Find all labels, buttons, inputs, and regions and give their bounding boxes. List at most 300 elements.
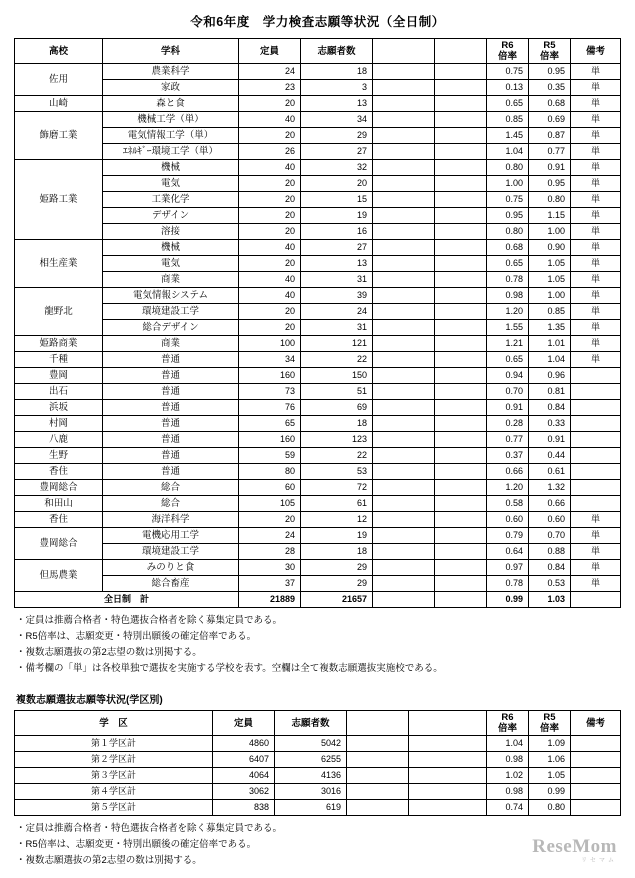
cell-note: 単 xyxy=(571,272,621,288)
header-r5-line1: R5 xyxy=(543,40,556,51)
table-row xyxy=(15,176,621,192)
cell-note: 単 xyxy=(571,144,621,160)
cell-applicants: 53 xyxy=(301,464,373,480)
header-r6-line2: 倍率 xyxy=(497,723,517,734)
cell-note xyxy=(571,384,621,400)
cell-r6-ratio: 1.21 xyxy=(487,336,529,352)
cell-applicants: 12 xyxy=(301,512,373,528)
table-row xyxy=(15,448,621,464)
cell-applicants: 13 xyxy=(301,256,373,272)
cell-note xyxy=(571,480,621,496)
header-r6-line1: R6 xyxy=(501,712,514,723)
cell-r5-ratio: 0.95 xyxy=(529,176,571,192)
cell-school: 千種 xyxy=(15,352,103,368)
cell-district: 第４学区計 xyxy=(15,784,213,800)
table-row xyxy=(15,64,621,80)
table-row xyxy=(15,80,621,96)
cell-dept: 工業化学 xyxy=(103,192,239,208)
table-row xyxy=(15,256,621,272)
cell-applicants: 27 xyxy=(301,240,373,256)
cell-blank-1 xyxy=(373,448,435,464)
table-row xyxy=(15,336,621,352)
table-total-row xyxy=(15,592,621,608)
cell-note: 単 xyxy=(571,512,621,528)
cell-blank-1 xyxy=(373,256,435,272)
cell-school: 姫路工業 xyxy=(15,160,103,240)
cell-blank-1 xyxy=(373,224,435,240)
table-row xyxy=(15,224,621,240)
cell-r6-ratio: 0.75 xyxy=(487,64,529,80)
cell-r5-ratio: 0.95 xyxy=(529,64,571,80)
cell-capacity: 100 xyxy=(239,336,301,352)
cell-r5-ratio: 0.91 xyxy=(529,432,571,448)
cell-capacity: 20 xyxy=(239,96,301,112)
cell-r6-ratio: 0.80 xyxy=(487,224,529,240)
cell-r6-ratio: 0.68 xyxy=(487,240,529,256)
cell-r6-ratio: 0.58 xyxy=(487,496,529,512)
cell-note xyxy=(571,736,621,752)
cell-total-note xyxy=(571,592,621,608)
cell-school: 浜坂 xyxy=(15,400,103,416)
cell-total-applicants: 21657 xyxy=(301,592,373,608)
cell-dept: 家政 xyxy=(103,80,239,96)
cell-r6-ratio: 0.98 xyxy=(487,752,529,768)
header-applicants: 志願者数 xyxy=(301,39,373,64)
cell-note xyxy=(571,496,621,512)
cell-school: 豊岡 xyxy=(15,368,103,384)
cell-r5-ratio: 0.66 xyxy=(529,496,571,512)
cell-capacity: 20 xyxy=(239,320,301,336)
cell-applicants: 123 xyxy=(301,432,373,448)
cell-blank-1 xyxy=(347,736,409,752)
cell-r5-ratio: 0.70 xyxy=(529,528,571,544)
table-row xyxy=(15,480,621,496)
cell-blank-2 xyxy=(435,384,487,400)
cell-blank-2 xyxy=(435,432,487,448)
cell-blank-2 xyxy=(435,352,487,368)
resemom-logo xyxy=(532,836,617,864)
cell-applicants: 19 xyxy=(301,528,373,544)
cell-r6-ratio: 1.02 xyxy=(487,768,529,784)
cell-dept: 環境建設工学 xyxy=(103,544,239,560)
cell-blank-1 xyxy=(373,560,435,576)
cell-capacity: 34 xyxy=(239,352,301,368)
cell-applicants: 24 xyxy=(301,304,373,320)
cell-blank-1 xyxy=(347,784,409,800)
cell-blank-2 xyxy=(435,288,487,304)
cell-applicants: 619 xyxy=(275,800,347,816)
cell-r5-ratio: 1.04 xyxy=(529,352,571,368)
cell-dept: 普通 xyxy=(103,464,239,480)
cell-dept: 普通 xyxy=(103,432,239,448)
cell-r6-ratio: 0.80 xyxy=(487,160,529,176)
cell-blank-1 xyxy=(373,208,435,224)
cell-blank-1 xyxy=(373,400,435,416)
cell-school: 香住 xyxy=(15,512,103,528)
cell-note xyxy=(571,368,621,384)
cell-blank-2 xyxy=(435,560,487,576)
cell-district: 第５学区計 xyxy=(15,800,213,816)
cell-total-r6: 0.99 xyxy=(487,592,529,608)
cell-note xyxy=(571,752,621,768)
cell-r5-ratio: 0.33 xyxy=(529,416,571,432)
cell-note: 単 xyxy=(571,128,621,144)
cell-r6-ratio: 0.65 xyxy=(487,352,529,368)
cell-dept: 電気 xyxy=(103,176,239,192)
cell-r5-ratio: 1.05 xyxy=(529,256,571,272)
cell-blank-1 xyxy=(373,496,435,512)
cell-note: 単 xyxy=(571,224,621,240)
cell-applicants: 31 xyxy=(301,272,373,288)
cell-applicants: 20 xyxy=(301,176,373,192)
cell-total-r5: 1.03 xyxy=(529,592,571,608)
cell-r6-ratio: 0.28 xyxy=(487,416,529,432)
cell-applicants: 18 xyxy=(301,64,373,80)
cell-capacity: 20 xyxy=(239,192,301,208)
cell-blank-2 xyxy=(435,480,487,496)
cell-blank-2 xyxy=(435,368,487,384)
cell-dept: ｴﾈﾙｷﾞｰ環境工学（単） xyxy=(103,144,239,160)
cell-blank-2 xyxy=(409,736,487,752)
header-dept: 学科 xyxy=(103,39,239,64)
cell-applicants: 18 xyxy=(301,544,373,560)
cell-applicants: 22 xyxy=(301,448,373,464)
cell-blank-2 xyxy=(435,448,487,464)
cell-applicants: 5042 xyxy=(275,736,347,752)
cell-note: 単 xyxy=(571,64,621,80)
cell-blank-1 xyxy=(373,576,435,592)
cell-r6-ratio: 1.20 xyxy=(487,480,529,496)
cell-applicants: 13 xyxy=(301,96,373,112)
cell-blank-2 xyxy=(435,272,487,288)
cell-r5-ratio: 0.80 xyxy=(529,800,571,816)
cell-blank-2 xyxy=(435,592,487,608)
cell-note: 単 xyxy=(571,160,621,176)
cell-school: 村岡 xyxy=(15,416,103,432)
cell-note: 単 xyxy=(571,576,621,592)
cell-school: 豊岡総合 xyxy=(15,480,103,496)
cell-school: 相生産業 xyxy=(15,240,103,288)
cell-r6-ratio: 0.94 xyxy=(487,368,529,384)
cell-blank-1 xyxy=(373,592,435,608)
cell-blank-1 xyxy=(373,416,435,432)
cell-applicants: 19 xyxy=(301,208,373,224)
cell-r6-ratio: 0.77 xyxy=(487,432,529,448)
section-subtitle: 複数志願選抜志願等状況(学区別) xyxy=(16,695,163,706)
cell-dept: 溶接 xyxy=(103,224,239,240)
cell-capacity: 838 xyxy=(213,800,275,816)
table-row xyxy=(15,240,621,256)
table-row xyxy=(15,144,621,160)
header-r6-line2: 倍率 xyxy=(497,51,517,62)
cell-applicants: 69 xyxy=(301,400,373,416)
cell-r5-ratio: 0.90 xyxy=(529,240,571,256)
cell-dept: 電機応用工学 xyxy=(103,528,239,544)
cell-r5-ratio: 1.32 xyxy=(529,480,571,496)
cell-note: 単 xyxy=(571,544,621,560)
cell-note: 単 xyxy=(571,528,621,544)
district-status-table xyxy=(14,710,621,816)
cell-r6-ratio: 0.66 xyxy=(487,464,529,480)
cell-school: 但馬農業 xyxy=(15,560,103,592)
table-row xyxy=(15,496,621,512)
cell-blank-1 xyxy=(373,320,435,336)
cell-school: 香住 xyxy=(15,464,103,480)
table-row xyxy=(15,128,621,144)
cell-r6-ratio: 0.64 xyxy=(487,544,529,560)
cell-capacity: 24 xyxy=(239,528,301,544)
cell-applicants: 4136 xyxy=(275,768,347,784)
cell-r5-ratio: 0.88 xyxy=(529,544,571,560)
cell-r6-ratio: 0.70 xyxy=(487,384,529,400)
cell-blank-1 xyxy=(373,240,435,256)
cell-note xyxy=(571,448,621,464)
cell-r5-ratio: 1.15 xyxy=(529,208,571,224)
header-r5-ratio xyxy=(529,39,571,64)
header-r6-line1: R6 xyxy=(501,40,514,51)
cell-r5-ratio: 1.35 xyxy=(529,320,571,336)
cell-dept: 普通 xyxy=(103,384,239,400)
cell-blank-2 xyxy=(435,80,487,96)
cell-r5-ratio: 0.84 xyxy=(529,560,571,576)
header-blank-1 xyxy=(347,711,409,736)
cell-r6-ratio: 0.98 xyxy=(487,288,529,304)
cell-r6-ratio: 0.37 xyxy=(487,448,529,464)
table-row xyxy=(15,784,621,800)
cell-r5-ratio: 1.00 xyxy=(529,224,571,240)
cell-capacity: 105 xyxy=(239,496,301,512)
table-row xyxy=(15,192,621,208)
cell-dept: 電気 xyxy=(103,256,239,272)
cell-blank-2 xyxy=(435,304,487,320)
cell-applicants: 29 xyxy=(301,576,373,592)
cell-school: 豊岡総合 xyxy=(15,528,103,560)
cell-school: 出石 xyxy=(15,384,103,400)
header-blank-2 xyxy=(409,711,487,736)
cell-blank-2 xyxy=(409,800,487,816)
table-row xyxy=(15,288,621,304)
cell-blank-2 xyxy=(409,784,487,800)
cell-dept: 商業 xyxy=(103,272,239,288)
cell-applicants: 51 xyxy=(301,384,373,400)
header-r5-ratio xyxy=(529,711,571,736)
cell-blank-1 xyxy=(373,192,435,208)
cell-r5-ratio: 0.81 xyxy=(529,384,571,400)
cell-r5-ratio: 1.01 xyxy=(529,336,571,352)
header-capacity: 定員 xyxy=(239,39,301,64)
table-header-row xyxy=(15,39,621,64)
cell-applicants: 18 xyxy=(301,416,373,432)
cell-note: 単 xyxy=(571,304,621,320)
table-row xyxy=(15,768,621,784)
cell-blank-2 xyxy=(435,416,487,432)
logo-text: ReseMom xyxy=(532,836,617,857)
cell-district: 第３学区計 xyxy=(15,768,213,784)
cell-r6-ratio: 0.60 xyxy=(487,512,529,528)
cell-note xyxy=(571,784,621,800)
cell-school: 龍野北 xyxy=(15,288,103,336)
cell-blank-1 xyxy=(373,480,435,496)
table-row xyxy=(15,304,621,320)
cell-note: 単 xyxy=(571,208,621,224)
cell-school: 佐用 xyxy=(15,64,103,96)
cell-district: 第１学区計 xyxy=(15,736,213,752)
note-item: ・備考欄の「単」は各校単独で選抜を実施する学校を表す。空欄は全て複数志願選抜実施校である。 xyxy=(16,663,443,674)
cell-capacity: 160 xyxy=(239,368,301,384)
header-district: 学 区 xyxy=(15,711,213,736)
header-note: 備考 xyxy=(571,39,621,64)
cell-capacity: 23 xyxy=(239,80,301,96)
cell-blank-1 xyxy=(373,160,435,176)
cell-r6-ratio: 0.78 xyxy=(487,576,529,592)
header-blank-1 xyxy=(373,39,435,64)
cell-r5-ratio: 0.35 xyxy=(529,80,571,96)
cell-blank-1 xyxy=(373,384,435,400)
table-row xyxy=(15,544,621,560)
cell-applicants: 15 xyxy=(301,192,373,208)
cell-note: 単 xyxy=(571,256,621,272)
cell-capacity: 40 xyxy=(239,112,301,128)
cell-r5-ratio: 0.68 xyxy=(529,96,571,112)
cell-blank-1 xyxy=(373,464,435,480)
cell-note: 単 xyxy=(571,240,621,256)
cell-note: 単 xyxy=(571,288,621,304)
table-row xyxy=(15,800,621,816)
cell-blank-2 xyxy=(409,752,487,768)
table-row xyxy=(15,512,621,528)
cell-capacity: 20 xyxy=(239,208,301,224)
cell-capacity: 20 xyxy=(239,512,301,528)
cell-blank-1 xyxy=(373,128,435,144)
cell-blank-2 xyxy=(435,144,487,160)
cell-applicants: 34 xyxy=(301,112,373,128)
cell-blank-2 xyxy=(435,128,487,144)
cell-r5-ratio: 0.80 xyxy=(529,192,571,208)
cell-blank-1 xyxy=(373,64,435,80)
cell-dept: みのりと食 xyxy=(103,560,239,576)
cell-r6-ratio: 1.45 xyxy=(487,128,529,144)
cell-applicants: 27 xyxy=(301,144,373,160)
header-r6-ratio xyxy=(487,711,529,736)
logo-subtext: リセマム xyxy=(581,858,617,864)
cell-r5-ratio: 0.87 xyxy=(529,128,571,144)
cell-blank-2 xyxy=(409,768,487,784)
cell-capacity: 40 xyxy=(239,240,301,256)
cell-blank-1 xyxy=(347,768,409,784)
cell-applicants: 121 xyxy=(301,336,373,352)
cell-dept: 総合 xyxy=(103,496,239,512)
cell-note: 単 xyxy=(571,96,621,112)
cell-r5-ratio: 1.09 xyxy=(529,736,571,752)
cell-blank-2 xyxy=(435,224,487,240)
table-row xyxy=(15,368,621,384)
cell-note xyxy=(571,416,621,432)
cell-dept: 機械 xyxy=(103,240,239,256)
cell-dept: 普通 xyxy=(103,352,239,368)
cell-r5-ratio: 1.06 xyxy=(529,752,571,768)
cell-capacity: 20 xyxy=(239,256,301,272)
cell-applicants: 61 xyxy=(301,496,373,512)
cell-note: 単 xyxy=(571,352,621,368)
cell-r5-ratio: 0.91 xyxy=(529,160,571,176)
header-r5-line2: 倍率 xyxy=(539,51,559,62)
cell-r6-ratio: 0.95 xyxy=(487,208,529,224)
cell-note: 単 xyxy=(571,336,621,352)
table-row xyxy=(15,384,621,400)
note-item: ・複数志願選抜の第2志望の数は別掲する。 xyxy=(16,647,202,658)
header-note: 備考 xyxy=(571,711,621,736)
cell-capacity: 40 xyxy=(239,160,301,176)
cell-note: 単 xyxy=(571,560,621,576)
cell-dept: 海洋科学 xyxy=(103,512,239,528)
cell-applicants: 72 xyxy=(301,480,373,496)
cell-r6-ratio: 0.65 xyxy=(487,256,529,272)
cell-capacity: 6407 xyxy=(213,752,275,768)
table-row xyxy=(15,272,621,288)
cell-blank-1 xyxy=(373,176,435,192)
cell-r6-ratio: 1.00 xyxy=(487,176,529,192)
cell-capacity: 73 xyxy=(239,384,301,400)
cell-r6-ratio: 0.85 xyxy=(487,112,529,128)
cell-capacity: 60 xyxy=(239,480,301,496)
table-row xyxy=(15,528,621,544)
cell-r5-ratio: 1.00 xyxy=(529,288,571,304)
cell-capacity: 28 xyxy=(239,544,301,560)
header-capacity: 定員 xyxy=(213,711,275,736)
cell-blank-2 xyxy=(435,112,487,128)
cell-capacity: 37 xyxy=(239,576,301,592)
cell-r6-ratio: 0.91 xyxy=(487,400,529,416)
cell-note: 単 xyxy=(571,112,621,128)
cell-blank-2 xyxy=(435,64,487,80)
cell-applicants: 29 xyxy=(301,560,373,576)
notes-block-1 xyxy=(16,613,621,677)
cell-note xyxy=(571,768,621,784)
cell-dept: 森と食 xyxy=(103,96,239,112)
cell-applicants: 29 xyxy=(301,128,373,144)
cell-district: 第２学区計 xyxy=(15,752,213,768)
notes-block-2 xyxy=(16,821,621,869)
table-row xyxy=(15,464,621,480)
cell-dept: 普通 xyxy=(103,368,239,384)
header-r5-line1: R5 xyxy=(543,712,556,723)
header-r6-ratio xyxy=(487,39,529,64)
cell-dept: 総合デザイン xyxy=(103,320,239,336)
table-row xyxy=(15,560,621,576)
cell-r6-ratio: 0.75 xyxy=(487,192,529,208)
cell-capacity: 80 xyxy=(239,464,301,480)
cell-capacity: 26 xyxy=(239,144,301,160)
cell-capacity: 20 xyxy=(239,304,301,320)
note-item: ・R5倍率は、志願変更・特別出願後の確定倍率である。 xyxy=(16,631,257,642)
cell-blank-1 xyxy=(373,432,435,448)
cell-blank-2 xyxy=(435,464,487,480)
cell-blank-2 xyxy=(435,400,487,416)
cell-blank-2 xyxy=(435,208,487,224)
table-row xyxy=(15,576,621,592)
cell-r5-ratio: 0.77 xyxy=(529,144,571,160)
cell-blank-2 xyxy=(435,160,487,176)
cell-capacity: 20 xyxy=(239,128,301,144)
header-applicants: 志願者数 xyxy=(275,711,347,736)
cell-blank-2 xyxy=(435,576,487,592)
cell-r5-ratio: 0.85 xyxy=(529,304,571,320)
cell-blank-1 xyxy=(373,144,435,160)
cell-dept: 農業科学 xyxy=(103,64,239,80)
cell-capacity: 4860 xyxy=(213,736,275,752)
cell-r6-ratio: 1.04 xyxy=(487,736,529,752)
cell-dept: デザイン xyxy=(103,208,239,224)
